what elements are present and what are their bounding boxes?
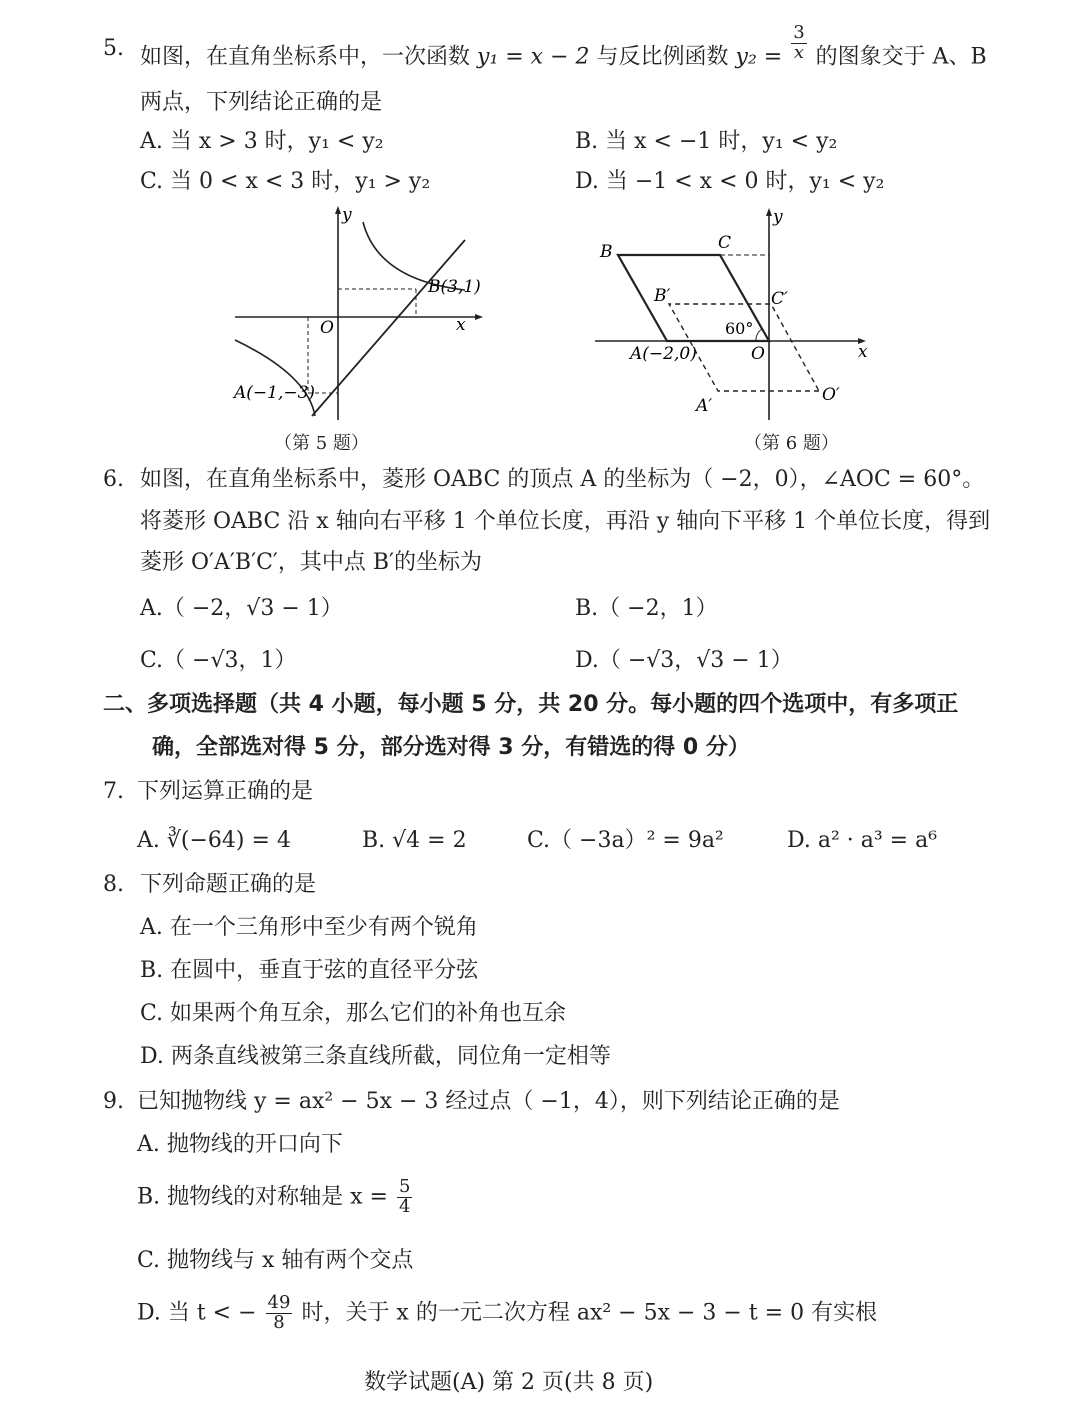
q9-option-d-pre: D. 当 t < − <box>137 1300 257 1326</box>
fig6-label-c: C <box>718 233 732 253</box>
q7-option-b: B. √4 = 2 <box>362 828 467 853</box>
fig6-label-a: A(−2,0) <box>630 344 697 364</box>
q7-option-d: D. a² · a³ = a⁶ <box>787 828 938 853</box>
fig6-label-o: O <box>751 344 765 364</box>
q8-option-a: A. 在一个三角形中至少有两个锐角 <box>140 915 478 940</box>
q6-stem-line1: 如图，在直角坐标系中，菱形 OABC 的顶点 A 的坐标为（ −2，0），∠AOC = 60°。 <box>140 467 985 492</box>
q6-option-b: B.（ −2，1） <box>575 596 718 621</box>
q9-option-b <box>137 1178 414 1217</box>
q6-option-d: D.（ −√3，√3 − 1） <box>575 648 793 673</box>
fig6-label-b-prime: B′ <box>654 286 671 306</box>
q9-option-d-den: 8 <box>273 1311 285 1333</box>
fig5-label-a: A(−1,−3) <box>234 383 316 403</box>
q5-option-b: B. 当 x < −1 时，y₁ < y₂ <box>575 129 838 154</box>
page-footer: 数学试题(A) 第 2 页(共 8 页) <box>364 1370 654 1395</box>
section2-heading-line2: 确，全部选对得 5 分，部分选对得 3 分，有错选的得 0 分） <box>152 735 750 760</box>
q5-frac-den: x <box>793 41 805 63</box>
q9-option-b-num: 5 <box>398 1176 411 1197</box>
q5-figure-caption: （第 5 题） <box>274 433 369 454</box>
q8-option-b: B. 在圆中，垂直于弦的直径平分弦 <box>140 958 479 983</box>
q9-option-d-fraction <box>266 1294 293 1333</box>
fig5-label-o: O <box>320 318 334 338</box>
q5-option-c: C. 当 0 < x < 3 时，y₁ > y₂ <box>140 169 431 194</box>
q9-option-b-text: B. 抛物线的对称轴是 x = <box>137 1184 388 1210</box>
q7-option-c: C.（ −3a）² = 9a² <box>527 828 724 853</box>
q8-option-d: D. 两条直线被第三条直线所截，同位角一定相等 <box>140 1044 611 1069</box>
fig6-label-a-prime: A′ <box>696 396 713 416</box>
q5-stem-line2: 两点，下列结论正确的是 <box>140 90 383 115</box>
q9-option-c: C. 抛物线与 x 轴有两个交点 <box>137 1248 414 1273</box>
q5-option-a: A. 当 x > 3 时，y₁ < y₂ <box>140 129 384 154</box>
q9-option-b-den: 4 <box>398 1195 411 1217</box>
q5-figure <box>220 200 500 425</box>
q5-stem-a: 如图，在直角坐标系中，一次函数 <box>140 44 471 70</box>
q6-option-a: A.（ −2，√3 − 1） <box>140 596 343 621</box>
q9-option-d-post: 时，关于 x 的一元二次方程 ax² − 5x − 3 − t = 0 有实根 <box>301 1300 878 1326</box>
q5-stem-line1 <box>140 22 987 77</box>
q5-y2-lhs: y₂ = <box>735 44 783 70</box>
fig6-y-arrow <box>766 208 772 216</box>
fig5-hyperbola-q3 <box>235 340 315 416</box>
section2-heading-line1: 二、多项选择题（共 4 小题，每小题 5 分，共 20 分。每小题的四个选项中，有多项正 <box>103 692 959 717</box>
fig6-label-y: y <box>773 207 783 227</box>
q6-option-c: C.（ −√3，1） <box>140 648 297 673</box>
q5-fraction <box>791 24 806 63</box>
q5-stem-end: 的图象交于 A、B <box>815 44 987 70</box>
fig6-label-c-prime: C′ <box>771 289 788 309</box>
q9-option-d-num: 49 <box>267 1292 291 1313</box>
q9-option-b-fraction <box>397 1178 412 1217</box>
q9-number: 9. <box>103 1089 124 1114</box>
fig5-y-arrow <box>335 206 341 214</box>
q5-number: 5. <box>103 36 124 61</box>
q7-option-a: A. ∛(−64) = 4 <box>137 828 291 853</box>
q8-number: 8. <box>103 872 124 897</box>
q9-stem: 已知抛物线 y = ax² − 5x − 3 经过点（ −1，4），则下列结论正确的是 <box>137 1089 840 1114</box>
q8-option-c: C. 如果两个角互余，那么它们的补角也互余 <box>140 1001 567 1026</box>
fig5-label-x: x <box>456 315 466 335</box>
fig6-label-x: x <box>858 342 868 362</box>
q6-stem-line3: 菱形 O′A′B′C′，其中点 B′的坐标为 <box>140 550 483 575</box>
q9-option-d <box>137 1294 877 1333</box>
fig6-label-o-prime: O′ <box>822 385 840 405</box>
q7-stem: 下列运算正确的是 <box>137 779 314 804</box>
fig5-label-b: B(3,1) <box>428 277 481 297</box>
q7-number: 7. <box>103 779 124 804</box>
q5-frac-num: 3 <box>793 22 805 43</box>
fig5-x-arrow <box>475 314 483 320</box>
q8-stem: 下列命题正确的是 <box>140 872 317 897</box>
fig6-angle-arc <box>756 329 762 341</box>
q5-stem-mid: 与反比例函数 <box>596 44 729 70</box>
q5-y1-expr: y₁ = x − 2 <box>477 44 590 70</box>
fig6-label-angle: 60° <box>725 319 754 338</box>
q5-option-d: D. 当 −1 < x < 0 时，y₁ < y₂ <box>575 169 885 194</box>
q6-number: 6. <box>103 467 124 492</box>
q9-option-a: A. 抛物线的开口向下 <box>137 1132 343 1157</box>
q6-figure-caption: （第 6 题） <box>744 433 839 454</box>
fig5-label-y: y <box>342 205 352 225</box>
fig5-line-y1 <box>312 240 465 416</box>
q6-stem-line2: 将菱形 OABC 沿 x 轴向右平移 1 个单位长度，再沿 y 轴向下平移 1 个单位长度，得到 <box>140 509 991 534</box>
q6-figure <box>590 200 880 425</box>
fig6-label-b: B <box>600 242 613 262</box>
